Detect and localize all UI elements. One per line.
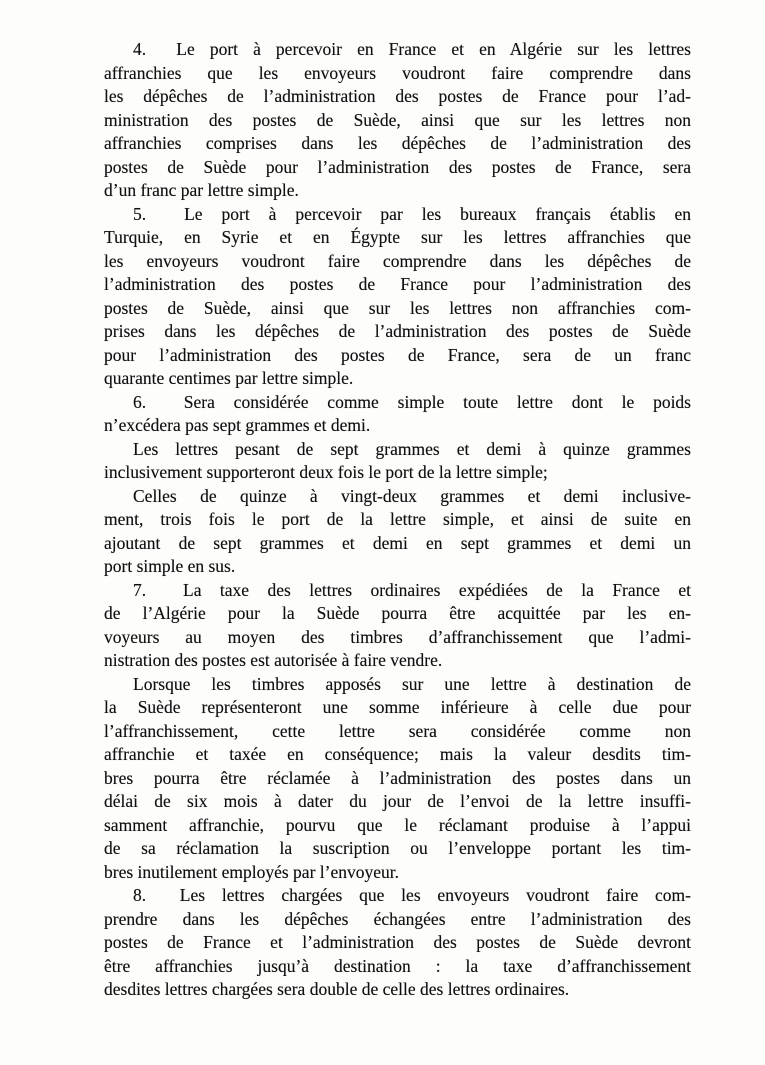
text-line: ment, trois fois le port de la lettre simple, et ainsi de suite en [104, 509, 691, 529]
text-line: port simple en sus. [104, 556, 236, 576]
text-line: 4. Le port à percevoir en France et en Algérie sur les lettres [133, 39, 691, 59]
text-line: postes de France et l’administration des postes de Suède devront [104, 932, 691, 952]
text-line: affranchies comprises dans les dépêches de l’administration des [104, 133, 691, 153]
paragraph [104, 391, 691, 438]
text-line: la Suède représenteront une somme inférieure à celle due pour [104, 697, 691, 717]
paragraph [104, 884, 691, 1002]
text-line: Celles de quinze à vingt-deux grammes et demi inclusive- [133, 485, 691, 506]
paragraph [104, 38, 691, 203]
text-line: ministration des postes de Suède, ainsi que sur les lettres non [104, 109, 691, 130]
text-line: affranchies que les envoyeurs voudront faire comprendre dans [104, 62, 691, 83]
text-line: pour l’administration des postes de France, sera de un franc [104, 344, 691, 365]
paragraph [104, 203, 691, 391]
text-line: 5. Le port à percevoir par les bureaux français établis en [133, 203, 691, 224]
text-line: l’administration des postes de France pour l’administration des [104, 274, 691, 294]
text-line: les dépêches de l’administration des postes de France pour l’ad- [104, 86, 691, 106]
text-line: de l’Algérie pour la Suède pourra être acquittée par les en- [104, 603, 691, 623]
text-line: samment affranchie, pourvu que le réclamant produise à l’appui [104, 814, 691, 835]
text-line: Les lettres pesant de sept grammes et demi à quinze grammes [133, 438, 691, 459]
text-block [104, 38, 691, 1002]
text-line: desdites lettres chargées sera double de celle des lettres ordinaires. [104, 979, 570, 999]
text-line: 8. Les lettres chargées que les envoyeurs voudront faire com- [133, 885, 691, 905]
text-line: bres inutilement employés par l’envoyeur. [104, 861, 399, 882]
text-line: postes de Suède, ainsi que sur les lettres non affranchies com- [104, 297, 691, 318]
text-line: n’excédera pas sept grammes et demi. [104, 415, 371, 435]
text-line: bres pourra être réclamée à l’administration des postes dans un [104, 767, 691, 788]
text-line: délai de six mois à dater du jour de l’envoi de la lettre insuffi- [104, 791, 691, 811]
text-line: nistration des postes est autorisée à faire vendre. [104, 650, 443, 670]
text-line: postes de Suède pour l’administration des postes de France, sera [104, 156, 691, 177]
paragraph [104, 579, 691, 673]
text-line: inclusivement supporteront deux fois le port de la lettre simple; [104, 462, 548, 482]
text-line: l’affranchissement, cette lettre sera considérée comme non [104, 720, 691, 741]
text-line: Lorsque les timbres apposés sur une lettre à destination de [133, 673, 691, 694]
text-line: voyeurs au moyen des timbres d’affranchissement que l’admi- [104, 626, 691, 647]
paragraph [104, 673, 691, 885]
paragraph [104, 485, 691, 579]
text-line: prendre dans les dépêches échangées entre l’administration des [104, 908, 691, 929]
text-line: les envoyeurs voudront faire comprendre dans les dépêches de [104, 250, 691, 271]
text-line: d’un franc par lettre simple. [104, 180, 299, 200]
paragraph [104, 438, 691, 485]
text-line: être affranchies jusqu’à destination : la taxe d’affranchissement [104, 955, 691, 976]
text-line: 7. La taxe des lettres ordinaires expédiées de la France et [133, 579, 691, 600]
text-line: Turquie, en Syrie et en Égypte sur les lettres affranchies que [104, 227, 691, 247]
text-line: affranchie et taxée en conséquence; mais la valeur desdits tim- [104, 744, 691, 764]
text-line: quarante centimes par lettre simple. [104, 368, 354, 388]
text-line: ajoutant de sept grammes et demi en sept grammes et demi un [104, 532, 691, 553]
text-line: de sa réclamation la suscription ou l’enveloppe portant les tim- [104, 838, 691, 858]
text-line: 6. Sera considérée comme simple toute lettre dont le poids [133, 391, 691, 412]
text-line: prises dans les dépêches de l’administration des postes de Suède [104, 321, 691, 341]
